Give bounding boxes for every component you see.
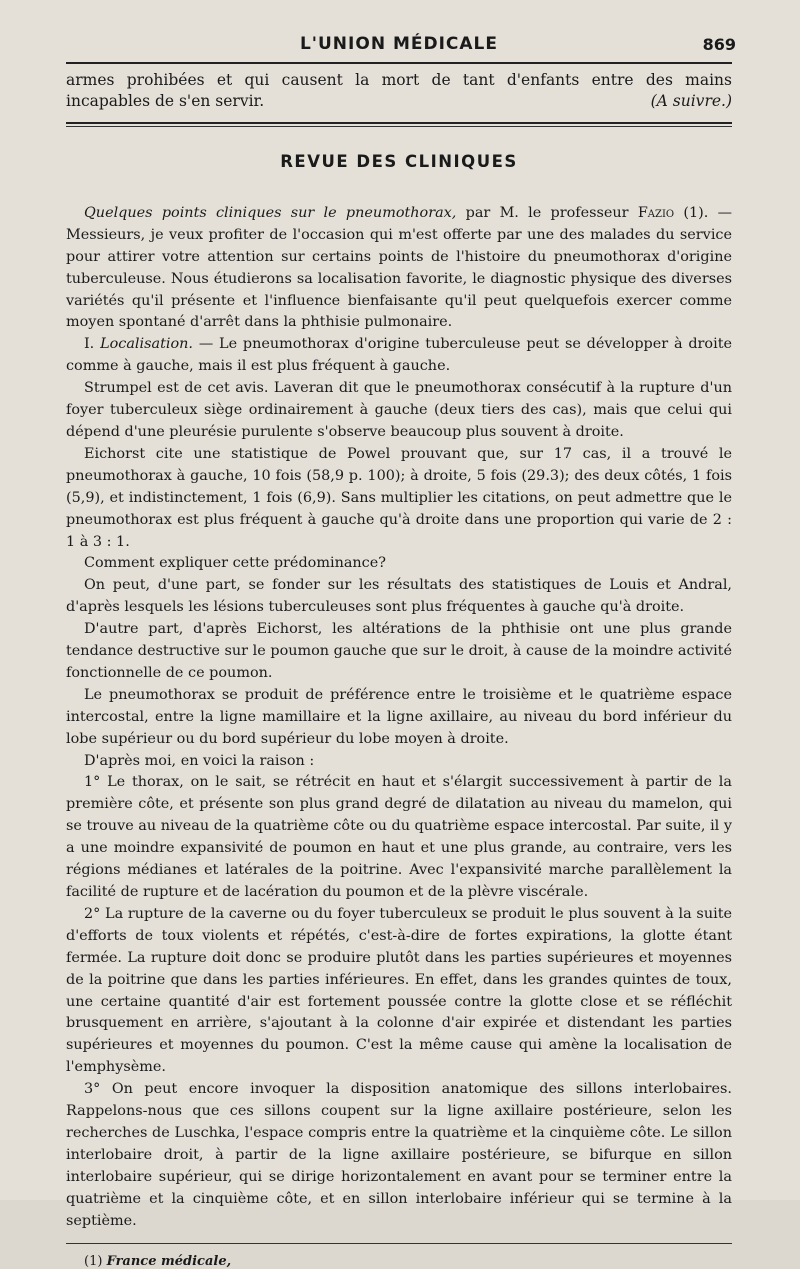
footnote-rule xyxy=(66,1243,732,1244)
heading-text: — Le pneumothorax d'origine tuberculeuse peut se développer à droite comme à gauche, mais il est plus fréquent à gauche. xyxy=(66,336,732,375)
author-prefix: par M. le professeur xyxy=(465,204,629,221)
article-intro xyxy=(66,203,732,334)
section-rule-top xyxy=(66,122,732,124)
previous-article-text: armes prohibées et qui causent la mort de tant d'enfants entre des mains incapables de s'en servir. xyxy=(66,71,732,110)
running-head xyxy=(66,32,736,62)
paragraph: Strumpel est de cet avis. Laveran dit que le pneumothorax consécutif à la rupture d'un foyer tuberculeux siège ordinairement à gauche (deux tiers des cas), mais que celui qui dépend d'une pleurésie purulente s'observe beaucoup plus souvent à droite. xyxy=(66,380,732,440)
section-heading-paragraph xyxy=(66,334,732,378)
section-title: REVUE DES CLINIQUES xyxy=(280,152,518,171)
heading-label: I. xyxy=(84,336,95,353)
paragraph: On peut, d'une part, se fonder sur les résultats des statistiques de Louis et Andral, d'après lesquels les lésions tuberculeuses sont plus fréquentes à gauche qu'à droite. xyxy=(66,577,732,616)
section-divider xyxy=(66,122,732,127)
author-name: Fazio xyxy=(637,204,675,221)
section-rule-bottom xyxy=(66,126,732,127)
header-rule xyxy=(66,62,732,64)
continued-marker: (A suivre.) xyxy=(650,92,732,110)
footnote-ref: (1). xyxy=(683,204,709,221)
paragraph: Eichorst cite une statistique de Powel prouvant que, sur 17 cas, il a trouvé le pneumothorax à gauche, 10 fois (58,9 p. 100); à droite, 5 fois (29.3); des deux côtés, 1 fois (5,9), et indistinctement, 1 fois (6,9). Sans multiplier les citations, on peut admettre que le pneumothorax est plus fréquent à gauche qu'à droite dans une proportion qui varie de 2 : 1 à 3 : 1. xyxy=(66,445,732,550)
paragraph: 3° On peut encore invoquer la disposition anatomique des sillons interlobaires. Rappelons-nous que ces sillons coupent sur la ligne axillaire postérieure, selon les recherches de Luschka, l'espace compris entre la quatrième et la cinquième côte. Le sillon interlobaire droit, à partir de la ligne axillaire postérieure, se bifurque en sillon interlobaire supérieur, qui se dirige horizontalement en avant pour se terminer entre la quatrième et la cinquième côte, et en sillon interlobaire inférieur qui se termine à la septième. xyxy=(66,1081,732,1229)
journal-title: L'UNION MÉDICALE xyxy=(299,34,499,54)
paragraph: 1° Le thorax, on le sait, se rétrécit en haut et s'élargit successivement à partir de la première côte, et présente son plus grand degré de dilatation au niveau du mamelon, qui se trouve au niveau de la quatrième côte ou du quatrième espace intercostal. Par suite, il y a une moindre expansivité de poumon en haut et une plus grande, au contraire, vers les régions médianes et latérales de la poitrine. Avec l'expansivité marche parallèlement la facilité de rupture et de lacération du poumon et de la plèvre viscérale. xyxy=(66,774,732,900)
page-body xyxy=(66,70,732,1233)
paragraph: Le pneumothorax se produit de préférence entre le troisième et le quatrième espace intercostal, entre la ligne mamillaire et la ligne axillaire, au niveau du bord inférieur du lobe supérieur ou du bord supérieur du lobe moyen à droite. xyxy=(66,686,732,747)
footnote xyxy=(66,1254,732,1269)
paragraph: D'après moi, en voici la raison : xyxy=(84,752,315,769)
footnote-number: (1) xyxy=(84,1253,103,1269)
previous-article-ending xyxy=(66,70,732,112)
page-number: 869 xyxy=(702,35,736,54)
paragraph: 2° La rupture de la caverne ou du foyer tuberculeux se produit le plus souvent à la suite d'efforts de toux violents et répétés, c'est-à-dire de fortes expirations, la glotte étant fermée. La rupture doit donc se produire plutôt dans les parties supérieures et moyennes de la poitrine que dans les parties inférieures. En effet, dans les grandes quintes de toux, une certaine quantité d'air est fortement poussée contre la glotte close et se réfléchit brusquement en arrière, s'ajoutant à la colonne d'air expirée et distendant les parties supérieures et moyennes du poumon. C'est la même cause qui amène la localisation de l'emphysème. xyxy=(66,905,732,1076)
footnote-text: France médicale, xyxy=(106,1253,232,1269)
paragraph: Comment expliquer cette prédominance? xyxy=(84,555,386,572)
intro-text: — Messieurs, je veux profiter de l'occasion qui m'est offerte par une des malades du service pour attirer votre attention sur certains points de l'histoire du pneumothorax d'origine tuberculeuse. Nous étudierons sa localisation favorite, le diagnostic physique des diverses variétés qu'il présente et l'influence bienfaisante qu'il peut quelquefois exercer comme moyen spontané d'arrêt dans la phthisie pulmonaire. xyxy=(66,204,733,331)
article-title: Quelques points cliniques sur le pneumothorax, xyxy=(84,204,457,221)
heading-title: Localisation. xyxy=(100,336,193,353)
paragraph: D'autre part, d'après Eichorst, les altérations de la phthisie ont une plus grande tendance destructive sur le poumon gauche que sur le droit, à cause de la moindre activité fonctionnelle de ce poumon. xyxy=(66,621,732,681)
